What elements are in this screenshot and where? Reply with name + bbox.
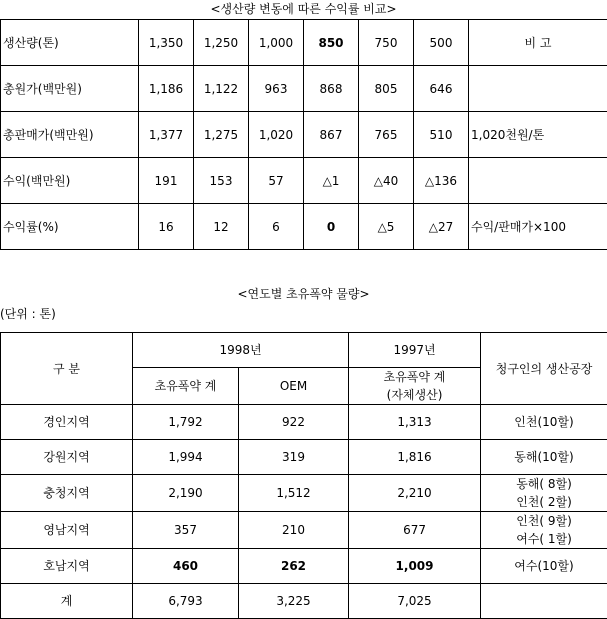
table-cell: 210 <box>239 512 349 549</box>
table-cell: 460 <box>133 549 239 584</box>
plant-line: 여수(10할) <box>481 557 607 575</box>
plant-line: 여수( 1할) <box>481 530 607 548</box>
table-cell: △40 <box>359 158 414 204</box>
table-cell: 6,793 <box>133 584 239 619</box>
plant-cell <box>481 549 607 584</box>
table-row <box>1 475 607 512</box>
subheader-total-1998: 초유폭약 계 <box>133 368 239 405</box>
table-cell: 153 <box>194 158 249 204</box>
category-header: 구 분 <box>1 333 133 405</box>
plant-line: 인천( 2할) <box>481 493 607 511</box>
table-cell: 1,512 <box>239 475 349 512</box>
table-cell: 922 <box>239 405 349 440</box>
region-cell: 경인지역 <box>1 405 133 440</box>
year-1997-header: 1997년 <box>349 333 481 368</box>
production-profit-table <box>0 19 607 250</box>
table-cell: 850 <box>304 20 359 66</box>
table-cell: △5 <box>359 204 414 250</box>
table-cell: △27 <box>414 204 469 250</box>
plant-cell <box>481 405 607 440</box>
table-row <box>1 20 607 66</box>
plant-line: 동해( 8할) <box>481 475 607 493</box>
table-row <box>1 512 607 549</box>
note-cell: 1,020천원/톤 <box>469 112 607 158</box>
table-cell: 57 <box>249 158 304 204</box>
plant-cell <box>481 440 607 475</box>
plant-line: 동해(10할) <box>481 448 607 466</box>
row-label: 총판매가(백만원) <box>1 112 139 158</box>
note-cell <box>469 66 607 112</box>
table-cell: 16 <box>139 204 194 250</box>
table-cell: 2,210 <box>349 475 481 512</box>
region-cell: 호남지역 <box>1 549 133 584</box>
table-cell: 646 <box>414 66 469 112</box>
subheader-total-1997-line1: 초유폭약 계 <box>349 368 480 386</box>
header-row <box>1 333 607 368</box>
table-cell: 1,816 <box>349 440 481 475</box>
table-cell: 1,792 <box>133 405 239 440</box>
unit-label: (단위 : 톤) <box>0 305 56 322</box>
table-row <box>1 440 607 475</box>
subheader-oem: OEM <box>239 368 349 405</box>
table-cell: 765 <box>359 112 414 158</box>
total-row <box>1 584 607 619</box>
table-cell: 500 <box>414 20 469 66</box>
table-cell: 1,250 <box>194 20 249 66</box>
note-cell <box>469 158 607 204</box>
table-cell: 7,025 <box>349 584 481 619</box>
table-cell: 319 <box>239 440 349 475</box>
table-cell: 750 <box>359 20 414 66</box>
table-row <box>1 204 607 250</box>
year-1998-header: 1998년 <box>133 333 349 368</box>
subheader-total-1997-line2: (자체생산) <box>349 386 480 404</box>
table-cell: 1,009 <box>349 549 481 584</box>
table-row <box>1 112 607 158</box>
table-cell: 191 <box>139 158 194 204</box>
table-cell: 262 <box>239 549 349 584</box>
table-cell: 3,225 <box>239 584 349 619</box>
table-cell: 805 <box>359 66 414 112</box>
table-cell: 6 <box>249 204 304 250</box>
table-row <box>1 66 607 112</box>
table-cell: △136 <box>414 158 469 204</box>
table-cell: 1,275 <box>194 112 249 158</box>
table-cell: 1,020 <box>249 112 304 158</box>
note-header: 비 고 <box>469 20 607 66</box>
note-cell: 수익/판매가×100 <box>469 204 607 250</box>
plant-cell <box>481 584 607 619</box>
region-cell: 충청지역 <box>1 475 133 512</box>
table-row <box>1 549 607 584</box>
table-cell: 1,122 <box>194 66 249 112</box>
table-cell: 1,313 <box>349 405 481 440</box>
plant-cell <box>481 475 607 512</box>
plant-cell <box>481 512 607 549</box>
table-cell: 357 <box>133 512 239 549</box>
table2-title: <연도별 초유폭약 물량> <box>0 285 607 302</box>
plant-line: 인천( 9할) <box>481 512 607 530</box>
row-label: 총원가(백만원) <box>1 66 139 112</box>
table-cell: 1,377 <box>139 112 194 158</box>
table-cell: 868 <box>304 66 359 112</box>
table-row <box>1 158 607 204</box>
region-cell: 영남지역 <box>1 512 133 549</box>
table-cell: △1 <box>304 158 359 204</box>
table-cell: 1,186 <box>139 66 194 112</box>
region-cell: 강원지역 <box>1 440 133 475</box>
table-row <box>1 405 607 440</box>
explosives-volume-table <box>0 332 607 619</box>
subheader-total-1997 <box>349 368 481 405</box>
table-cell: 510 <box>414 112 469 158</box>
table-cell: 2,190 <box>133 475 239 512</box>
table-cell: 0 <box>304 204 359 250</box>
table-cell: 12 <box>194 204 249 250</box>
row-label: 수익(백만원) <box>1 158 139 204</box>
plant-header: 청구인의 생산공장 <box>481 333 607 405</box>
row-label: 생산량(톤) <box>1 20 139 66</box>
table-cell: 1,994 <box>133 440 239 475</box>
table-cell: 677 <box>349 512 481 549</box>
table-cell: 867 <box>304 112 359 158</box>
table-cell: 1,350 <box>139 20 194 66</box>
row-label: 수익률(%) <box>1 204 139 250</box>
plant-line: 인천(10할) <box>481 413 607 431</box>
table1-title: <생산량 변동에 따른 수익률 비교> <box>0 0 607 17</box>
region-cell: 계 <box>1 584 133 619</box>
table-cell: 963 <box>249 66 304 112</box>
table-cell: 1,000 <box>249 20 304 66</box>
